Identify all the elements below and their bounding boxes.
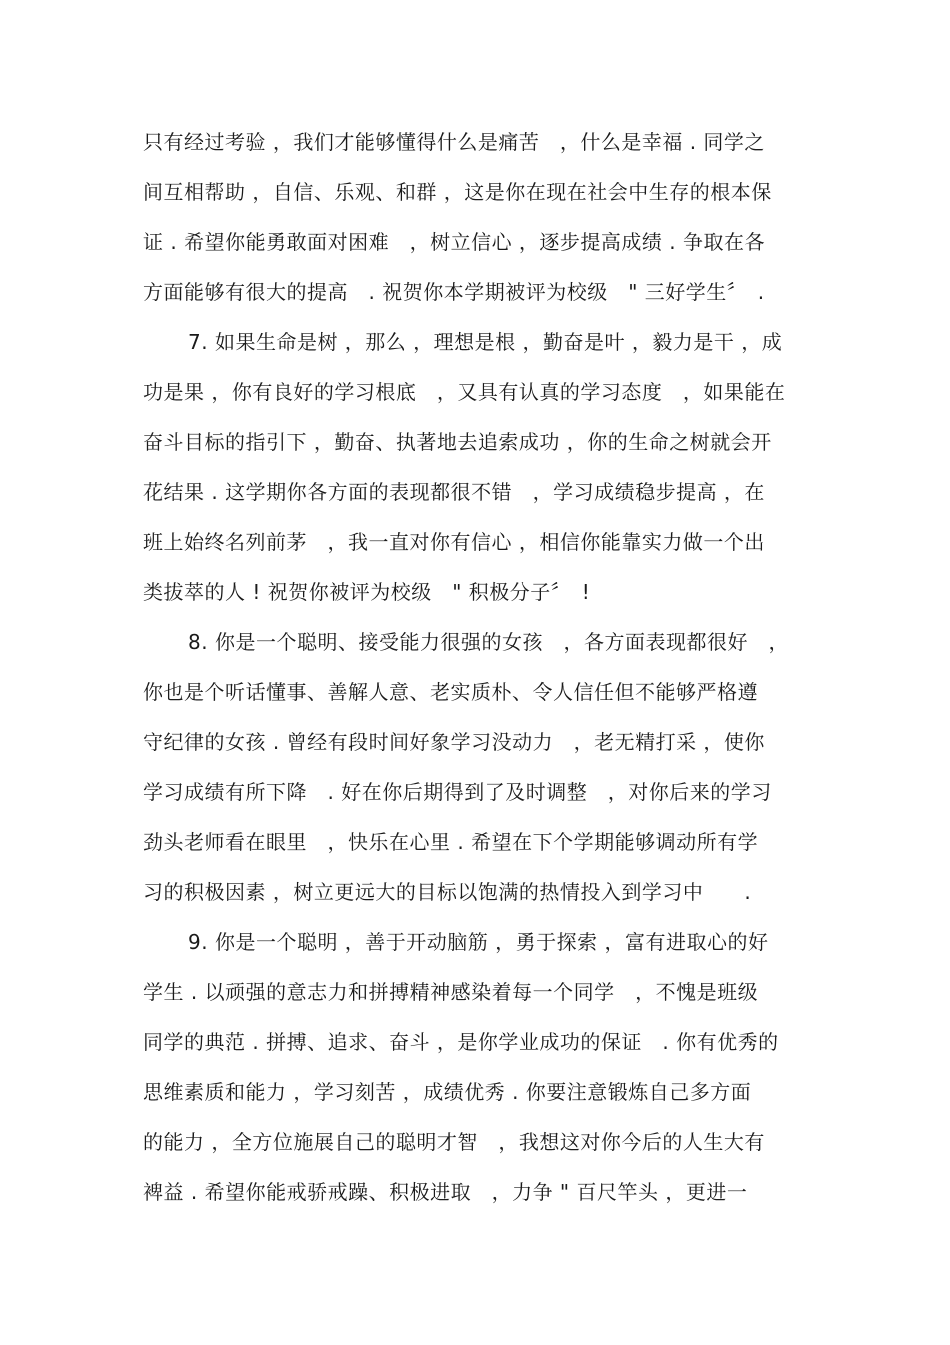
text-line: 的能力 ，全方位施展自己的聪明才智 ，我想这对你今后的人生大有 (143, 1130, 765, 1154)
text-line: 学习成绩有所下降 . 好在你后期得到了及时调整 ，对你后来的学习 (143, 780, 772, 804)
text-line: 只有经过考验 ，我们才能够懂得什么是痛苦 ，什么是幸福 . 同学之 (143, 130, 765, 154)
text-line: 裨益 . 希望你能戒骄戒躁、积极进取 ，力争 " 百尺竿头 ，更进一 (143, 1180, 748, 1204)
text-line: 守纪律的女孩 . 曾经有段时间好象学习没动力 ，老无精打采 ，使你 (143, 730, 765, 754)
text-line: 学生 . 以顽强的意志力和拼搏精神感染着每一个同学 ，不愧是班级 (143, 980, 759, 1004)
text-line: 劲头老师看在眼里 ，快乐在心里 . 希望在下个学期能够调动所有学 (143, 830, 759, 854)
text-line: 习的积极因素 ，树立更远大的目标以饱满的热情投入到学习中 . (143, 880, 752, 904)
text-line: 类拔萃的人 ! 祝贺你被评为校级 " 积极分子〞 ! (143, 580, 591, 604)
text-line: 证 . 希望你能勇敢面对困难 ，树立信心 ，逐步提高成绩 . 争取在各 (143, 230, 766, 254)
text-line: 方面能够有很大的提高 . 祝贺你本学期被评为校级 " 三好学生〞 . (143, 280, 765, 304)
text-line: 你也是个听话懂事、善解人意、老实质朴、令人信任但不能够严格遵 (143, 680, 758, 704)
text-line: 同学的典范 . 拼搏、追求、奋斗 ，是你学业成功的保证 . 你有优秀的 (143, 1030, 779, 1054)
text-line: 花结果 . 这学期你各方面的表现都很不错 ，学习成绩稳步提高 ，在 (143, 480, 765, 504)
paragraph-start-9: 9. 你是一个聪明 ，善于开动脑筋 ，勇于探索 ，富有进取心的好 (188, 930, 769, 954)
text-line: 间互相帮助 ，自信、乐观、和群 ，这是你在现在社会中生存的根本保 (143, 180, 772, 204)
text-line: 功是果 ，你有良好的学习根底 ，又具有认真的学习态度 ，如果能在 (143, 380, 786, 404)
body-text (143, 122, 823, 1222)
text-line: 奋斗目标的指引下 ，勤奋、执著地去追索成功 ，你的生命之树就会开 (143, 430, 772, 454)
paragraph-start-8: 8. 你是一个聪明、接受能力很强的女孩 ，各方面表现都很好 ， (188, 630, 789, 654)
text-line: 班上始终名列前茅 ，我一直对你有信心 ，相信你能靠实力做一个出 (143, 530, 765, 554)
paragraph-start-7: 7. 如果生命是树 ，那么 ，理想是根 ，勤奋是叶 ，毅力是干 ，成 (188, 330, 783, 354)
text-line: 思维素质和能力 ，学习刻苦 ，成绩优秀 . 你要注意锻炼自己多方面 (143, 1080, 752, 1104)
